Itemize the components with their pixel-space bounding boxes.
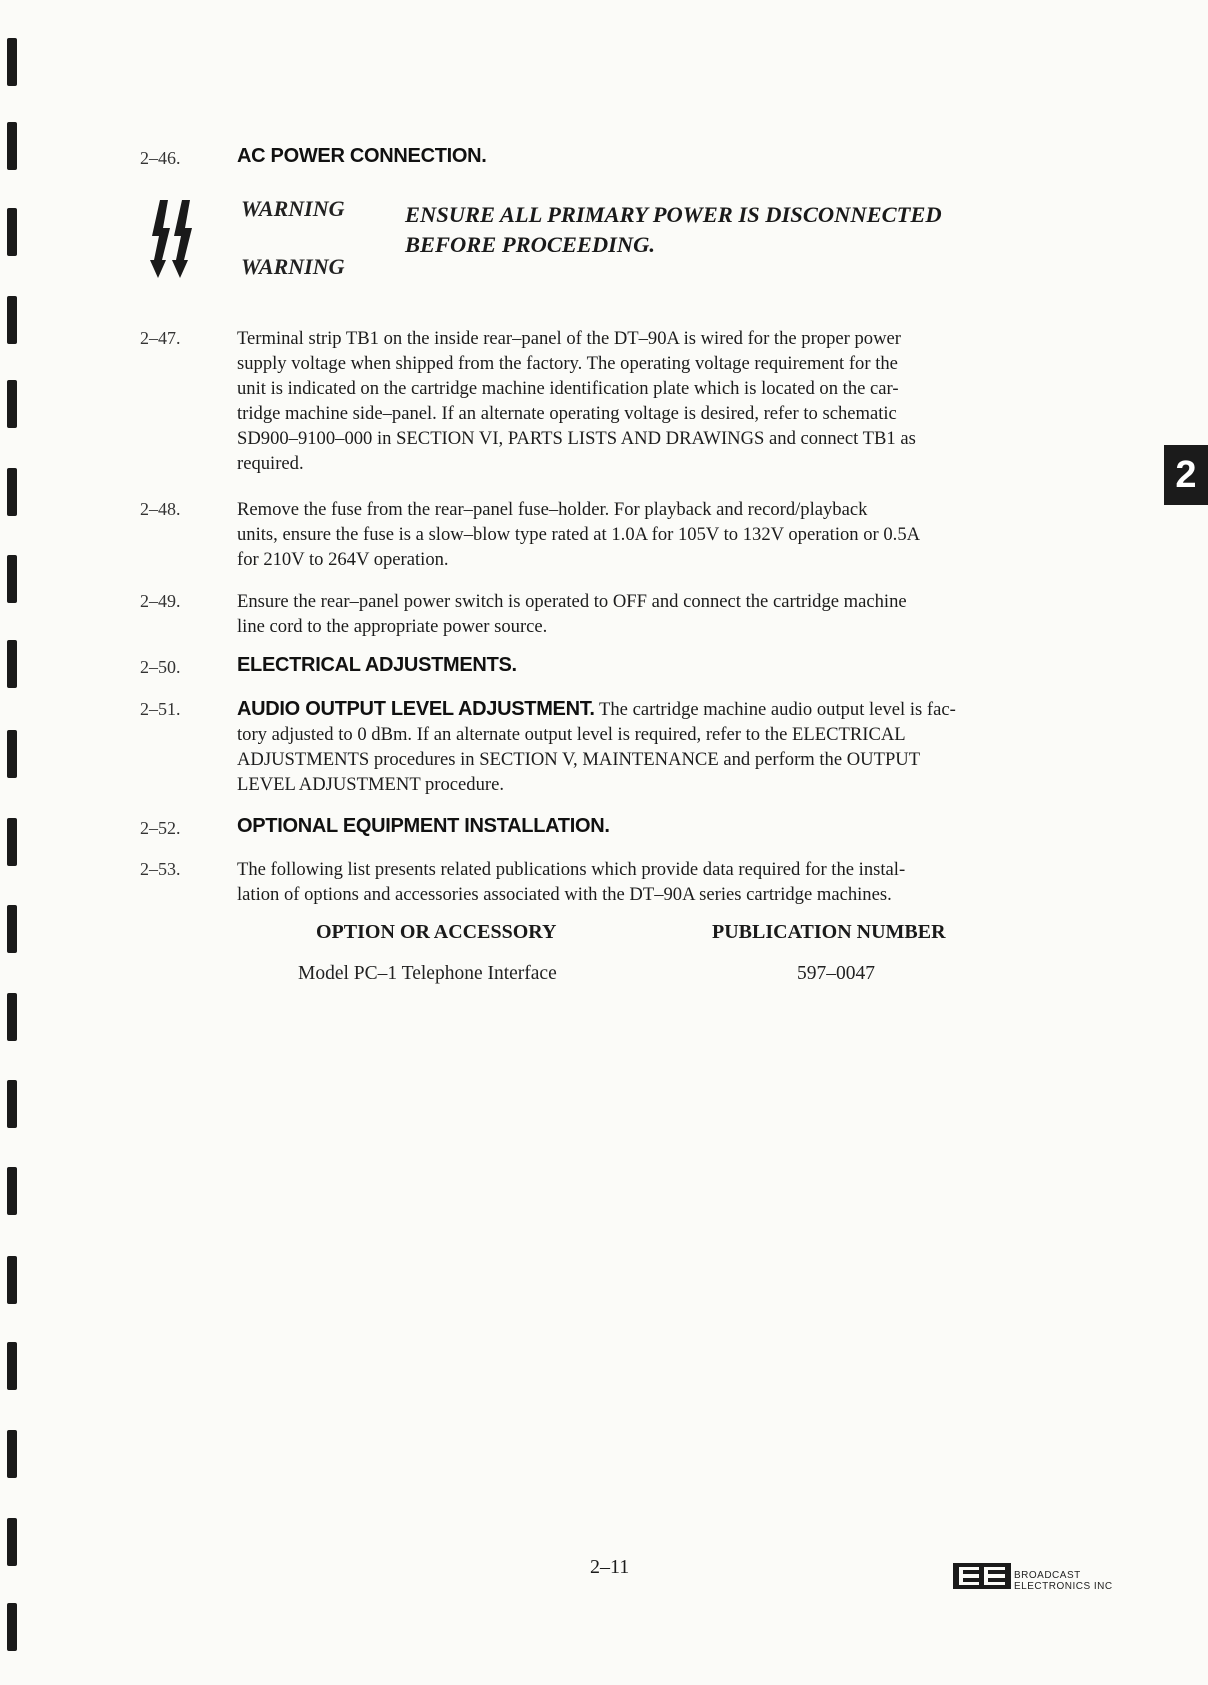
binder-hole [7,555,17,603]
binder-hole [7,1167,17,1215]
broadcast-electronics-logo [953,1563,1011,1589]
text-line: tory adjusted to 0 dBm. If an alternate output level is required, refer to the ELECTRICAL [237,724,906,745]
lightning-bolts-icon [150,198,200,280]
table-cell-publication: 597–0047 [797,963,875,984]
binder-hole [7,1256,17,1304]
table-cell-item: Model PC–1 Telephone Interface [298,963,557,984]
text-line: tridge machine side–panel. If an alternate operating voltage is desired, refer to schematic [237,403,897,424]
paragraph-number: 2–51. [140,699,181,719]
text-fragment: The cartridge machine audio output level is fac- [599,699,956,720]
company-line: ELECTRONICS INC [1014,1581,1113,1592]
binder-hole [7,640,17,688]
binder-hole [7,380,17,428]
text-line: required. [237,453,304,474]
warning-line: BEFORE PROCEEDING. [405,232,656,257]
paragraph-number: 2–46. [140,148,181,168]
binder-hole [7,730,17,778]
binder-hole [7,38,17,86]
paragraph-number: 2–47. [140,328,181,348]
paragraph-number: 2–49. [140,591,181,611]
binder-hole [7,296,17,344]
warning-label-bottom: WARNING [241,254,345,279]
binder-hole [7,1430,17,1478]
binder-hole [7,1518,17,1566]
binder-hole [7,122,17,170]
binder-hole [7,818,17,866]
paragraph-text [237,857,1097,907]
company-line: BROADCAST [1014,1570,1081,1581]
subsection-heading: AUDIO OUTPUT LEVEL ADJUSTMENT. [237,698,595,720]
binder-hole [7,208,17,256]
paragraph-number: 2–50. [140,657,181,677]
text-line: units, ensure the fuse is a slow–blow type rated at 1.0A for 105V to 132V operation or 0.5A [237,524,921,545]
paragraph-text [237,326,1097,476]
text-line: lation of options and accessories associated with the DT–90A series cartridge machines. [237,884,892,905]
text-line: supply voltage when shipped from the factory. The operating voltage requirement for the [237,353,898,374]
paragraph-text [237,589,1097,639]
paragraph-number: 2–48. [140,499,181,519]
text-line: unit is indicated on the cartridge machine identification plate which is located on the car- [237,378,899,399]
warning-line: ENSURE ALL PRIMARY POWER IS DISCONNECTED [405,202,942,227]
column-header-publication: PUBLICATION NUMBER [712,921,946,943]
binder-hole [7,1603,17,1651]
text-line: Remove the fuse from the rear–panel fuse–holder. For playback and record/playback [237,499,868,520]
text-line: Ensure the rear–panel power switch is operated to OFF and connect the cartridge machine [237,591,907,612]
text-line: line cord to the appropriate power source. [237,616,548,637]
paragraph-text [237,697,1097,797]
paragraph-number: 2–53. [140,859,181,879]
paragraph-number: 2–52. [140,818,181,838]
section-heading: ELECTRICAL ADJUSTMENTS. [237,654,517,676]
text-line: SD900–9100–000 in SECTION VI, PARTS LISTS AND DRAWINGS and connect TB1 as [237,428,916,449]
warning-label-top: WARNING [241,196,345,221]
section-heading: OPTIONAL EQUIPMENT INSTALLATION. [237,815,610,837]
page-number: 2–11 [590,1556,630,1578]
binder-hole [7,468,17,516]
binder-hole [7,993,17,1041]
binder-hole [7,905,17,953]
text-line: for 210V to 264V operation. [237,549,449,570]
chapter-tab[interactable]: 2 [1164,445,1208,505]
text-line: ADJUSTMENTS procedures in SECTION V, MAINTENANCE and perform the OUTPUT [237,749,921,770]
text-line: LEVEL ADJUSTMENT procedure. [237,774,504,795]
text-line: The following list presents related publications which provide data required for the instal- [237,859,906,880]
section-heading: AC POWER CONNECTION. [237,145,487,167]
text-line: Terminal strip TB1 on the inside rear–panel of the DT–90A is wired for the proper power [237,328,901,349]
binder-hole [7,1080,17,1128]
column-header-option: OPTION OR ACCESSORY [316,921,557,943]
warning-message [405,200,1085,260]
company-name [1014,1570,1113,1592]
paragraph-text [237,497,1097,572]
text-line [237,697,1097,722]
binder-hole [7,1342,17,1390]
